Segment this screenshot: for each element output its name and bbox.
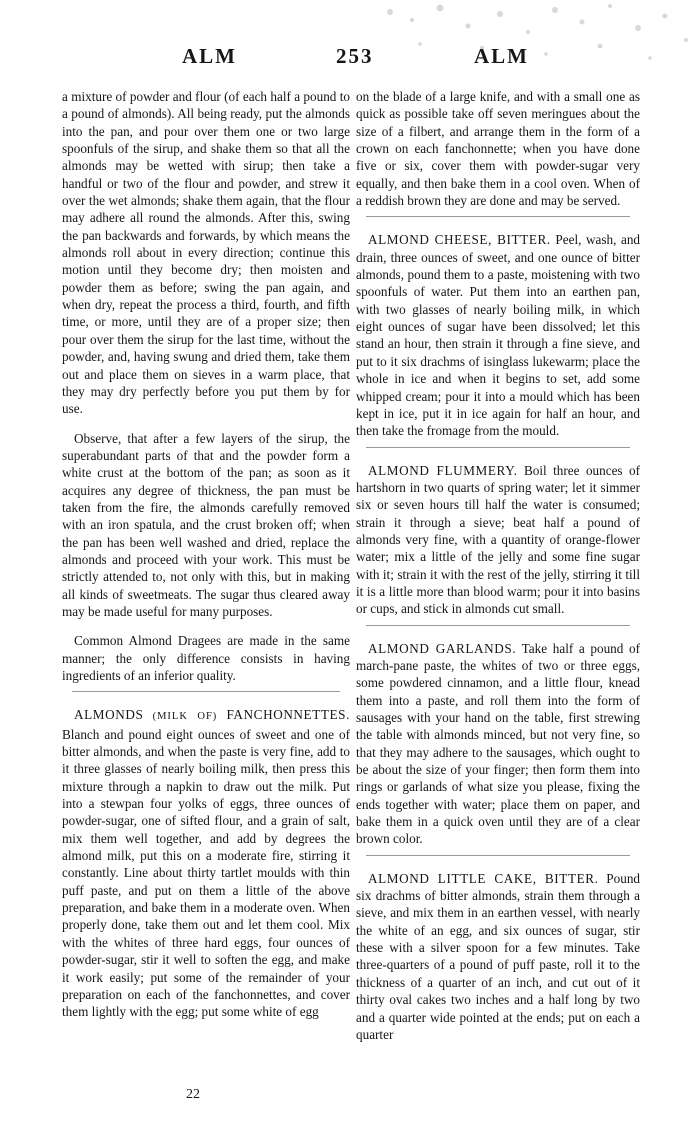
entry-title: ALMOND LITTLE CAKE, BITTER. bbox=[368, 870, 599, 886]
entry-almond-garlands bbox=[356, 640, 640, 848]
entry-body: Take half a pound of march-pane paste, the whites of two or three eggs, some powdered cinnamon, and a little flour, knead them into a paste, and roll them into the form of sausages with your hand on the table, first strewing the table with almonds minced, but not very fine, so that they may adhere to the sausages, which ought to be about the size of your finger; then form them into rings or garlands of what size you please, fixing the ends together with water; place them on paper, and bake them in a quick oven until they are of a clear brown color. bbox=[356, 640, 641, 847]
entry-title: ALMONDS bbox=[74, 707, 144, 723]
entry-title: ALMOND CHEESE, BITTER. bbox=[368, 232, 551, 248]
section-divider bbox=[72, 691, 340, 692]
paragraph-observe: Observe, that after a few layers of the sirup, the superabundant parts of that and the powder form a white crust at the bottom of the pan; as soon as it acquires any degree of thickness, the pan must be taken from the fire, the almonds carefully removed with an iron spatula, and the crust broken off; when the pan has been well washed and dried, replace the almonds and proceed with your work. This must be strictly attended to, not only with this, but in making all kinds of sweetmeats. The sugar thus cleared away may be made useful for many purposes. bbox=[62, 430, 350, 619]
section-divider bbox=[366, 625, 630, 626]
entry-body: Pound six drachms of bitter almonds, strain them through a sieve, and mix them in an earthen vessel, with nearly the white of an egg, and six ounces of sugar, stir these with a silver spoon for a few minutes. Take three-quarters of a pound of puff paste, roll it to the thickness of a quarter of an inch, and cut out of it thirty oval cakes two inches and a half long by two and a quarter wide pointed at the ends; put on each a quarter bbox=[356, 870, 641, 1042]
signature-mark: 22 bbox=[186, 1087, 200, 1102]
paragraph-meringues-continued: on the blade of a large knife, and with a small one as quick as possible take off seven meringues about the size of a filbert, and arrange them in the form of a crown on each fanchonnette; when you have done five or six, cover them with powder-sugar very equally, and then bake them in a cool oven. When of a reddish brown they are done and may be served. bbox=[356, 89, 640, 209]
section-divider bbox=[366, 216, 630, 217]
entry-title-cont: FANCHONNETTES. bbox=[226, 707, 351, 723]
entry-title: ALMOND FLUMMERY. bbox=[368, 462, 518, 478]
entry-body: Boil three ounces of hartshorn in two quarts of spring water; let it simmer six or seven hours till half the water is consumed; strain it through a sieve; beat half a pound of almonds very fine, with a quantity of orange-flower water; mix a little of the jelly and some fine sugar with it; strain it with the rest of the jelly, stirring it till it is a little more than blood warm; pour it into basins or cups, and stick in almonds cut small. bbox=[356, 462, 640, 617]
paragraph-dragees-method: a mixture of powder and flour (of each half a pound to a pound of almonds). All being ready, put the almonds into the pan, and pour over them one or two large spoonfuls of the sirup, and shake them so that all the almonds may be wetted with sirup; then take a handful or two of the flour and powder, and strew it over the wet almonds; shake them again, that the flour may adhere all round the almonds. After this, swing the pan backwards and forwards, by which means the almonds roll about in every direction; continue this motion until they become dry; then moisten and powder them as before; swing the pan again, and when dry, repeat the process a third, fourth, and fifth time, or more, until they are of a proper size; then pour over them the sirup for the last time, without the powder, and, having swung and dried them, take them out and place them on sieves in a warm place, that they may dry perfectly before you put them by for use. bbox=[62, 89, 350, 417]
entry-body: Blanch and pound eight ounces of sweet and one of bitter almonds, and when the paste is very fine, add to it three glasses of nearly boiling milk, then press this mixture through a napkin to draw out the milk. Put into a stewpan four yolks of eggs, three ounces of powder-sugar, one of sifted flour, and a grain of salt, mix them well together, and add by degrees the almond milk, put this on a moderate fire, stirring it constantly. Line about thirty tartlet moulds with thin puff paste, and put on them a little of the above preparation, and bake them in a moderate oven. When properly done, take them out and let them cool. Mix with the whites of three hard eggs, four ounces of powder-sugar, stir it well to soften the egg, and make it work easily; put some of the remainder of your preparation on each of the fanchonnettes, and cover them lightly with the egg; put some white of egg bbox=[62, 726, 350, 1020]
entry-almond-little-cake bbox=[356, 870, 640, 1043]
right-column bbox=[356, 88, 640, 1043]
page-number: 253 bbox=[336, 44, 374, 68]
left-column bbox=[62, 88, 350, 1021]
entry-almond-cheese bbox=[356, 231, 640, 439]
entry-title-sub: (MILK OF) bbox=[152, 711, 218, 723]
running-header bbox=[60, 44, 660, 74]
running-head-left: ALM bbox=[182, 44, 237, 68]
section-divider bbox=[366, 855, 630, 856]
entry-milk-fanchonnettes bbox=[62, 706, 350, 1020]
entry-almond-flummery bbox=[356, 462, 640, 618]
paragraph-common-dragees: Common Almond Dragees are made in the same manner; the only difference consists in having ingredients of an inferior quality. bbox=[62, 633, 350, 683]
entry-body: Peel, wash, and drain, three ounces of sweet, and one ounce of bitter almonds, pound them to a paste, moistening with two spoonfuls of water. Put them into an earthen pan, with two glasses of nearly boiling milk, in which eight ounces of sugar have been dissolved; let this stand an hour, then strain it through a fine sieve, and put to it six drachms of isinglass lukewarm; place the whole in ice and when it begins to set, add some whipped cream; pour it into a mould which has been kept in ice, put it in ice again for half an hour, and then take the fromage from the mould. bbox=[356, 232, 641, 439]
section-divider bbox=[366, 447, 630, 448]
entry-title: ALMOND GARLANDS. bbox=[368, 640, 517, 656]
running-head-right: ALM bbox=[474, 44, 529, 68]
